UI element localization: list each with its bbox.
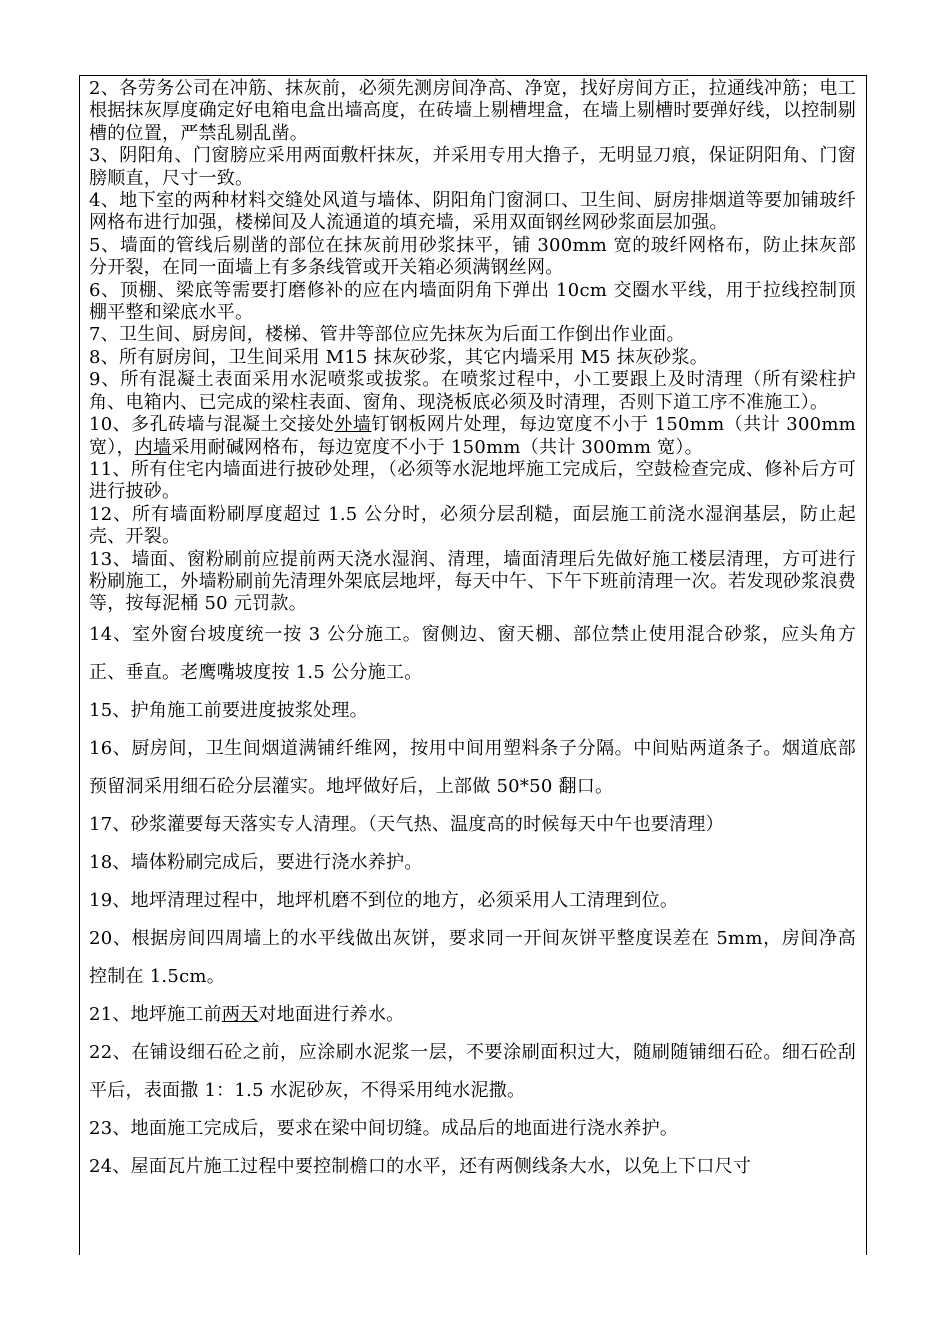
- item-23: 23、地面施工完成后，要求在梁中间切缝。成品后的地面进行浇水养护。: [89, 1117, 679, 1139]
- item-14: 14、室外窗台坡度统一按 3 公分施工。窗侧边、窗天棚、部位禁止使用混合砂浆，应头角方正、垂直。老鹰嘴坡度按 1.5 公分施工。: [89, 623, 856, 683]
- item-2: 2、各劳务公司在冲筋、抹灰前，必须先测房间净高、净宽，找好房间方正，拉通线冲筋；电工根据抹灰厚度确定好电箱电盒出墙高度，在砖墙上剔槽埋盒，在墙上剔槽时要弹好线，以控制剔槽的位置，严禁乱剔乱凿。: [89, 78, 856, 144]
- item-18: 18、墙体粉刷完成后，要进行浇水养护。: [89, 851, 423, 873]
- item-21-part-a: 21、地坪施工前: [89, 1003, 222, 1025]
- item-4: 4、地下室的两种材料交缝处风道与墙体、阴阳角门窗洞口、卫生间、厨房排烟道等要加铺玻纤网格布进行加强，楼梯间及人流通道的填充墙，采用双面钢丝网砂浆面层加强。: [89, 190, 856, 234]
- item-10-underlined-outer-wall: 外墙: [334, 414, 372, 436]
- item-5: 5、墙面的管线后剔凿的部位在抹灰前用砂浆抹平，铺 300mm 宽的玻纤网格布，防止抹灰部分开裂，在同一面墙上有多条线管或开关箱必须满钢丝网。: [89, 234, 856, 279]
- item-20: 20、根据房间四周墙上的水平线做出灰饼，要求同一开间灰饼平整度误差在 5mm，房间净高控制在 1.5cm。: [89, 927, 856, 987]
- item-24: 24、屋面瓦片施工过程中要控制檐口的水平，还有两侧线条大水，以免上下口尺寸: [89, 1155, 752, 1177]
- item-12: 12、所有墙面粉刷厚度超过 1.5 公分时，必须分层刮糙，面层施工前浇水湿润基层，防止起壳、开裂。: [89, 503, 856, 548]
- item-10-part-e: 采用耐碱网格布，每边宽度不小于 150mm（共计 300mm 宽）。: [171, 436, 703, 458]
- document-table-cell: [79, 75, 867, 1255]
- item-19: 19、地坪清理过程中，地坪机磨不到位的地方，必须采用人工清理到位。: [89, 889, 679, 911]
- item-13: 13、墙面、窗粉刷前应提前两天浇水湿润、清理，墙面清理后先做好施工楼层清理，方可进行粉刷施工，外墙粉刷前先清理外架底层地坪，每天中午、下午下班前清理一次。若发现砂浆浪费等，按每泥桶 50 元罚款。: [89, 548, 856, 615]
- item-21: [89, 996, 856, 1034]
- item-22: 22、在铺设细石砼之前，应涂刷水泥浆一层，不要涂刷面积过大，随刷随铺细石砼。细石砼刮平后，表面撒 1：1.5 水泥砂灰，不得采用纯水泥撒。: [89, 1041, 856, 1101]
- item-3: 3、阴阳角、门窗膀应采用两面敷杆抹灰，并采用专用大撸子，无明显刀痕，保证阴阳角、门窗膀顺直，尺寸一致。: [89, 145, 856, 189]
- item-9: 9、所有混凝土表面采用水泥喷浆或拔浆。在喷浆过程中，小工要跟上及时清理（所有梁柱护角、电箱内、已完成的梁柱表面、窗角、现浇板底必须及时清理，否则下道工序不准施工）。: [89, 369, 856, 413]
- item-7: 7、卫生间、厨房间，楼梯、管井等部位应先抹灰为后面工作倒出作业面。: [89, 324, 685, 346]
- item-10: [89, 414, 856, 459]
- item-11: 11、所有住宅内墙面进行披砂处理，（必须等水泥地坪施工完成后，空鼓检查完成、修补后方可进行披砂。: [89, 458, 856, 503]
- item-10-part-c: 钉钢板网片处理，每边宽度不小于 150mm（共计 300mm 宽），: [89, 414, 856, 458]
- item-16: 16、厨房间，卫生间烟道满铺纤维网，按用中间用塑料条子分隔。中间贴两道条子。烟道底部预留洞采用细石砼分层灌实。地坪做好后，上部做 50*50 翻口。: [89, 737, 856, 797]
- item-21-part-c: 对地面进行养水。: [258, 1003, 405, 1025]
- item-8: 8、所有厨房间，卫生间采用 M15 抹灰砂浆，其它内墙采用 M5 抹灰砂浆。: [89, 346, 709, 368]
- item-21-underlined-two-days: 两天: [221, 1003, 259, 1025]
- item-10-part-a: 10、多孔砖墙与混凝土交接处: [89, 414, 335, 436]
- item-6: 6、顶棚、梁底等需要打磨修补的应在内墙面阴角下弹出 10cm 交圈水平线，用于拉线控制顶棚平整和梁底水平。: [89, 279, 856, 324]
- item-10-underlined-inner-wall: 内墙: [134, 436, 172, 458]
- item-17: 17、砂浆灌要每天落实专人清理。（天气热、温度高的时候每天中午也要清理）: [89, 813, 724, 835]
- item-15: 15、护角施工前要进度披浆处理。: [89, 699, 368, 721]
